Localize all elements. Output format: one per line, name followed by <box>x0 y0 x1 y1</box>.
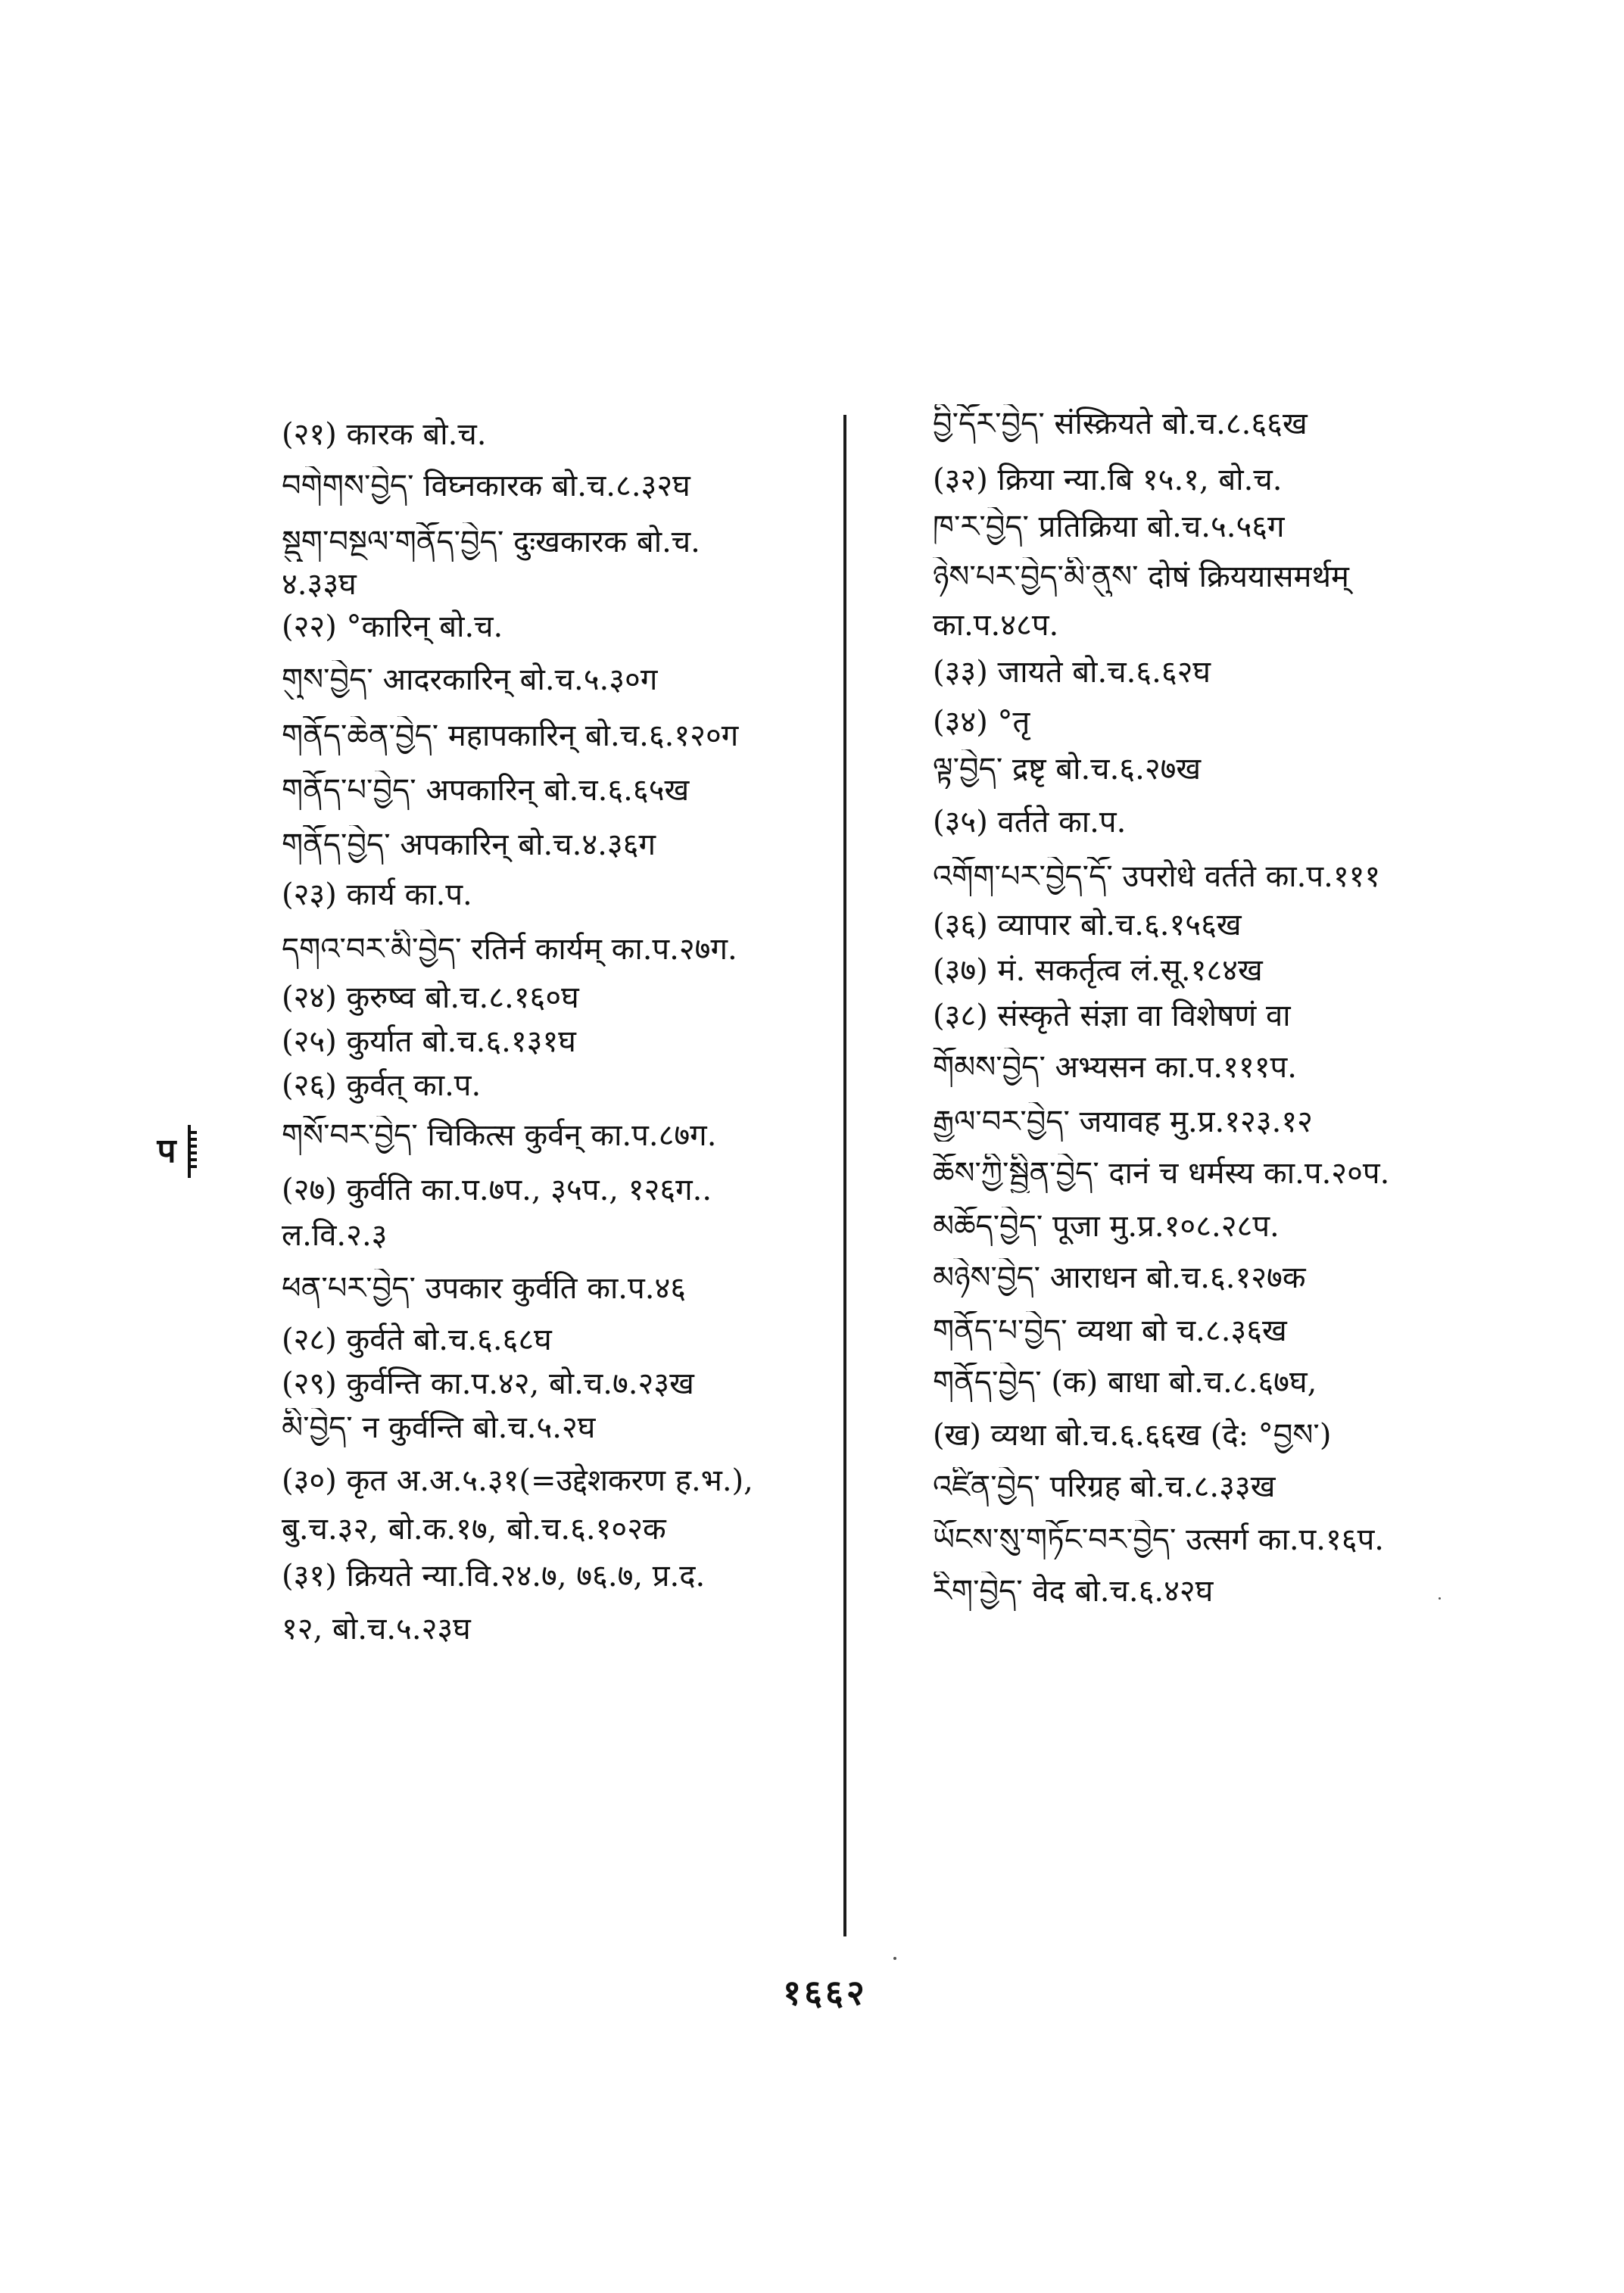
entry: འཛིན་བྱེད་ परिग्रह बो.च.८.३३ख <box>933 1469 1276 1504</box>
entry: གནོད་པ་བྱེད་ व्यथा बो च.८.३६ख <box>933 1313 1287 1348</box>
entry: མཆོད་བྱེད་ पूजा मु.प्र.१०८.२८प. <box>933 1209 1280 1244</box>
entry: མཉེས་བྱེད་ आराधन बो.च.६.१२७क <box>933 1260 1306 1295</box>
entry: བྱི་དོར་བྱེད་ संस्क्रियते बो.च.८.६६ख <box>933 407 1308 441</box>
entry: (२६) कुर्वत् का.प. <box>282 1068 482 1103</box>
page-number: १६६२ <box>783 1972 868 2013</box>
entry: (२२) °कारिन् बो.च. <box>282 609 503 644</box>
entry: बु.च.३२, बो.क.१७, बो.च.६.१०२क <box>282 1512 666 1547</box>
entry: (३०) कृत अ.अ.५.३१(=उद्देशकरण ह.भ.), <box>282 1463 753 1498</box>
entry: (२१) कारक बो.च. <box>282 417 487 452</box>
entry: དགའ་བར་མི་བྱེད་ रतिर्न कार्यम् का.प.२७ग. <box>282 932 737 967</box>
ink-speck <box>1439 1597 1441 1600</box>
entry: འགོག་པར་བྱེད་དོ་ उपरोधे वर्तते का.प.१११ <box>933 859 1381 894</box>
entry: (२५) कुर्यात बो.च.६.१३१घ <box>282 1024 576 1059</box>
entry: (३६) व्यापार बो.च.६.१५६ख <box>933 908 1242 942</box>
entry: གསོ་བར་བྱེད་ चिकित्स कुर्वन् का.प.८७ग. <box>282 1118 717 1153</box>
entry: (२८) कुर्वते बो.च.६.६८घ <box>282 1323 552 1357</box>
entry: ल.वि.२.३ <box>282 1218 388 1253</box>
column-divider <box>843 415 846 1936</box>
entry: का.प.४८प. <box>933 608 1059 643</box>
entry: གནོད་བྱེད་ अपकारिन् बो.च.४.३६ग <box>282 827 656 862</box>
entry: བགེགས་བྱེད་ विघ्नकारक बो.च.८.३२घ <box>282 469 690 503</box>
entry: གནོད་ཆེན་བྱེད་ महापकारिन् बो.च.६.१२०ग <box>282 718 739 753</box>
entry: (३५) वर्तते का.प. <box>933 805 1127 840</box>
entry: གོམས་བྱེད་ अभ्यसन का.प.१११प. <box>933 1050 1297 1085</box>
entry: (३८) संस्कृते संज्ञा वा विशेषणं वा <box>933 999 1291 1033</box>
entry: (२३) कार्य का.प. <box>282 877 472 912</box>
entry: སྡུག་བསྔལ་གནོད་བྱེད་ दुःखकारक बो.च. <box>282 525 700 559</box>
margin-section-mark <box>145 1125 191 1178</box>
left-column <box>282 394 872 1647</box>
right-column <box>933 394 1516 1609</box>
entry: (३३) जायते बो.च.६.६२घ <box>933 655 1211 690</box>
entry: ཆོས་ཀྱི་སྦྱིན་བྱེད་ दानं च धर्मस्य का.प.२०प. <box>933 1156 1390 1191</box>
entry: གནོད་པ་བྱེད་ अपकारिन् बो.च.६.६५ख <box>282 773 690 808</box>
entry: རྒྱལ་བར་བྱེད་ जयावह मु.प्र.१२३.१२ <box>933 1104 1313 1139</box>
entry: གནོད་བྱེད་ (क) बाधा बो.च.८.६७घ, <box>933 1365 1317 1400</box>
entry: ཉེས་པར་བྱེད་མི་ནུས་ दोषं क्रिययासमर्थम् <box>933 559 1349 594</box>
entry: གུས་བྱེད་ आदरकारिन् बो.च.५.३०ग <box>282 662 658 697</box>
margin-mark-letter: प <box>157 1132 176 1170</box>
entry: (३१) क्रियते न्या.वि.२४.७, ७६.७, प्र.द. <box>282 1559 706 1594</box>
entry: (३७) मं. सकर्तृत्व लं.सू.१८४ख <box>933 953 1263 988</box>
ink-speck <box>893 1957 896 1960</box>
margin-hatch-icon <box>191 1131 197 1172</box>
entry: ཕན་པར་བྱེད་ उपकार कुर्वति का.प.४६ <box>282 1271 687 1306</box>
entry: (२४) कुरुष्व बो.च.८.१६०घ <box>282 980 579 1015</box>
entry: (३४) °तृ <box>933 705 1030 740</box>
entry: (३२) क्रिया न्या.बि १५.१, बो.च. <box>933 463 1283 497</box>
entry: རིག་བྱེད་ वेद बो.च.६.४२घ <box>933 1574 1214 1609</box>
entry: (२७) कुर्वति का.प.७प., ३५प., १२६ग.. <box>282 1173 712 1207</box>
entry: १२, बो.च.५.२३घ <box>282 1612 471 1647</box>
entry: ཁ་ར་བྱེད་ प्रतिक्रिया बो.च.५.५६ग <box>933 509 1285 544</box>
entry: (२९) कुर्वन्ति का.प.४२, बो.च.७.२३ख <box>282 1366 694 1401</box>
entry: མི་བྱེད་ न कुर्वन्ति बो.च.५.२घ <box>282 1410 596 1445</box>
entry: ४.३३घ <box>282 567 357 602</box>
entry: (ख) व्यथा बो.च.६.६६ख (दे: °བྱས་) <box>933 1418 1332 1453</box>
entry: ཡོངས་སུ་གཏོང་བར་བྱེད་ उत्सर्ग का.प.१६प. <box>933 1522 1385 1557</box>
entry: ལྟ་བྱེད་ द्रष्टृ बो.च.६.२७ख <box>933 752 1202 787</box>
